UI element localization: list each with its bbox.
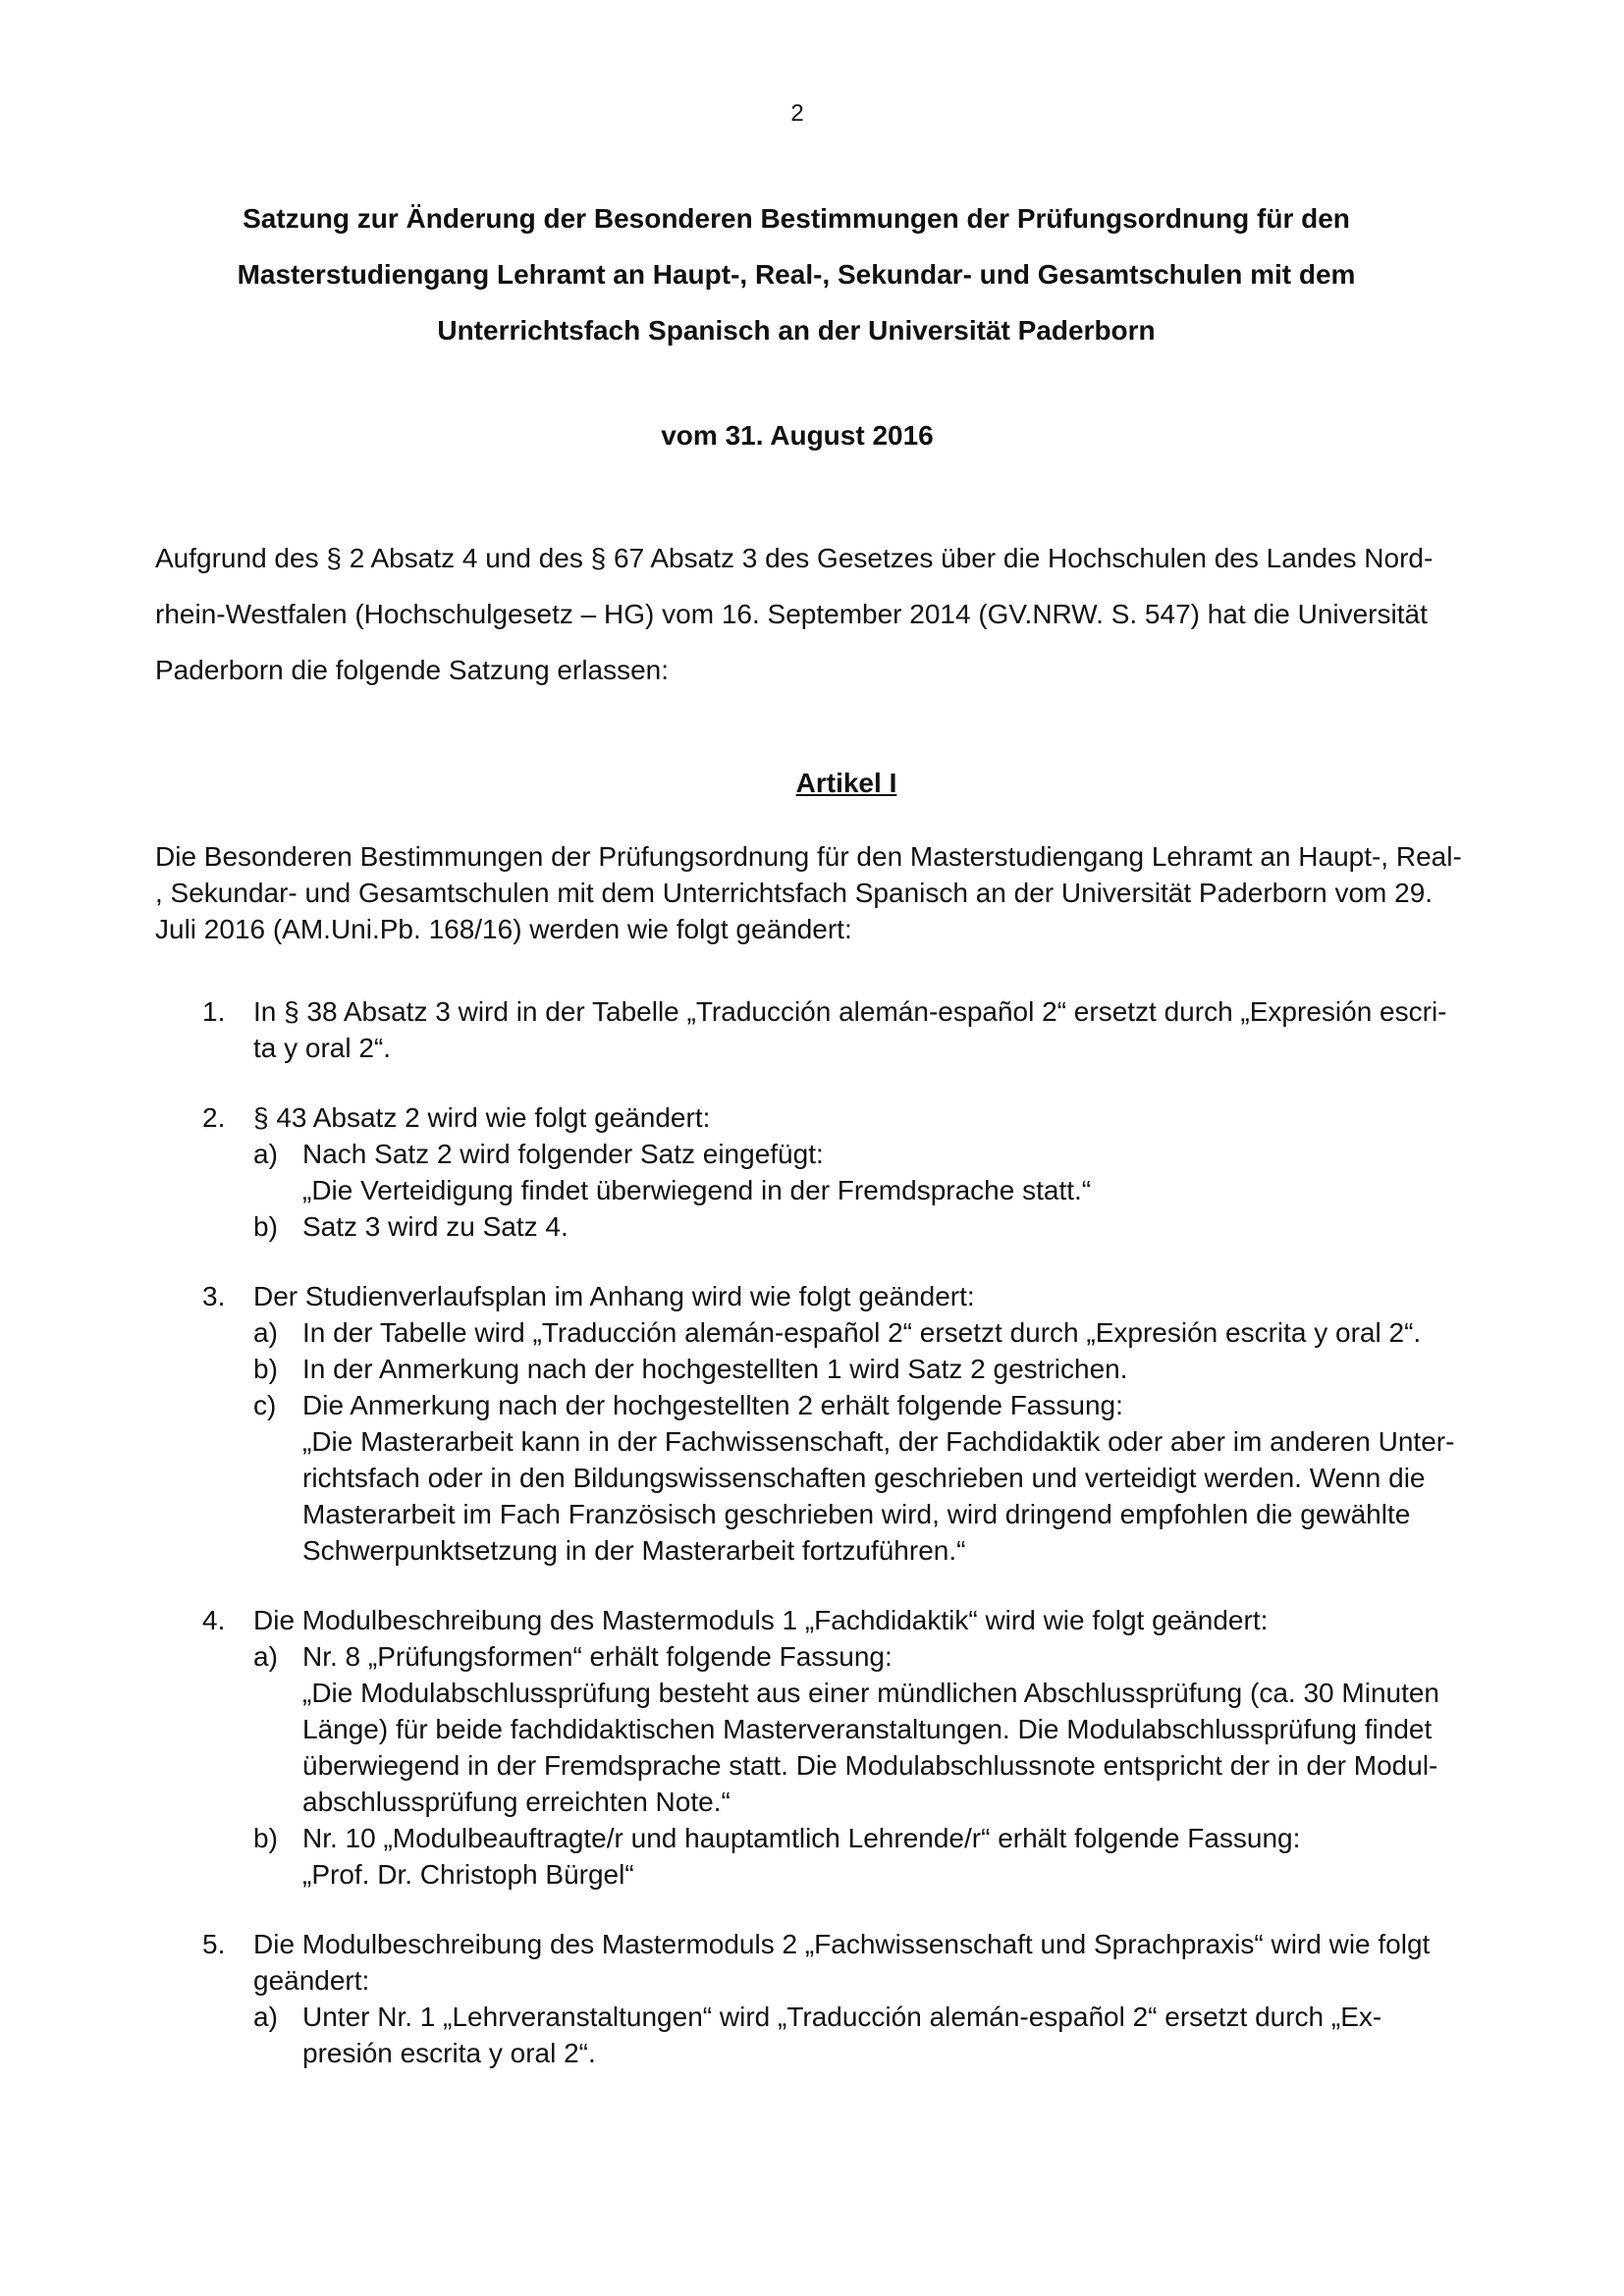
sub-item-text: Satz 3 wird zu Satz 4. [302, 1211, 568, 1242]
sub-item-text: Nr. 10 „Modulbeauftragte/r und hauptamtlich Lehrende/r“ erhält folgende Fassung: [302, 1823, 1301, 1853]
amendment-item [155, 1926, 1451, 2071]
sub-item-letter: b) [253, 1354, 278, 1384]
title-line: Masterstudiengang Lehramt an Haupt-, Real-, Sekundar- und Gesamtschulen mit dem [237, 259, 1356, 290]
item-text: ta y oral 2“. [253, 1033, 392, 1063]
amendment-item [155, 1602, 1451, 1893]
sub-item [253, 1820, 1451, 1893]
item-text: In § 38 Absatz 3 wird in der Tabelle „Traducción alemán-español 2“ ersetzt durch „Expresión escri- [253, 996, 1447, 1027]
sub-item-text: Unter Nr. 1 „Lehrveranstaltungen“ wird „Traducción alemán-español 2“ ersetzt durch „Ex- [302, 2002, 1382, 2032]
sub-item-letter: a) [253, 2002, 278, 2032]
sub-item-text: Die Anmerkung nach der hochgestellten 2 erhält folgende Fassung: [302, 1390, 1123, 1420]
sub-item-letter: b) [253, 1211, 278, 1242]
title-line: Unterrichtsfach Spanisch an der Universität Paderborn [437, 315, 1156, 346]
intro-line: Die Besonderen Bestimmungen der Prüfungsordnung für den Masterstudiengang Lehramt an Haupt-, Real- [155, 841, 1462, 872]
sub-item [253, 1136, 1451, 1208]
sub-item-text: „Prof. Dr. Christoph Bürgel“ [302, 1859, 634, 1890]
document-title [157, 190, 1435, 358]
amendment-list [155, 993, 1455, 2105]
sub-item-letter: a) [253, 1641, 278, 1672]
sub-item-text: „Die Verteidigung findet überwiegend in der Fremdsprache statt.“ [302, 1175, 1092, 1205]
article-intro [155, 838, 1462, 947]
sub-item [253, 1638, 1451, 1820]
item-text: Der Studienverlaufsplan im Anhang wird wie folgt geändert: [253, 1281, 975, 1311]
sub-item-text: Nach Satz 2 wird folgender Satz eingefügt: [302, 1139, 824, 1169]
item-number: 2. [202, 1102, 226, 1133]
item-text: Die Modulbeschreibung des Mastermoduls 2 „Fachwissenschaft und Sprachpraxis“ wird wie folgt [253, 1929, 1431, 1959]
item-number: 5. [202, 1929, 226, 1959]
sub-item-text: In der Tabelle wird „Traducción alemán-español 2“ ersetzt durch „Expresión escrita y oral 2“. [302, 1317, 1422, 1348]
sub-item [253, 1351, 1451, 1387]
article-heading: Artikel I [795, 768, 897, 798]
document-date: vom 31. August 2016 [661, 420, 934, 451]
sub-item-text: Länge) für beide fachdidaktischen Masterveranstaltungen. Die Modulabschlussprüfung findet [302, 1714, 1433, 1744]
intro-line: Juli 2016 (AM.Uni.Pb. 168/16) werden wie folgt geändert: [155, 914, 852, 944]
preamble-line: Aufgrund des § 2 Absatz 4 und des § 67 Absatz 3 des Gesetzes über die Hochschulen des Landes Nord- [155, 543, 1434, 573]
amendment-item [155, 993, 1451, 1066]
preamble [155, 530, 1432, 698]
sub-item-text: Schwerpunktsetzung in der Masterarbeit fortzuführen.“ [302, 1535, 966, 1566]
sub-item [253, 1208, 1451, 1245]
sub-item-text: „Die Modulabschlussprüfung besteht aus einer mündlichen Abschlussprüfung (ca. 30 Minuten [302, 1678, 1440, 1708]
sub-item-text: Nr. 8 „Prüfungsformen“ erhält folgende Fassung: [302, 1641, 893, 1672]
item-text: Die Modulbeschreibung des Mastermoduls 1 „Fachdidaktik“ wird wie folgt geändert: [253, 1605, 1269, 1635]
sub-item-text: „Die Masterarbeit kann in der Fachwissenschaft, der Fachdidaktik oder aber im anderen Unter- [302, 1426, 1455, 1457]
sub-item [253, 1314, 1451, 1351]
preamble-line: Paderborn die folgende Satzung erlassen: [155, 655, 670, 685]
amendment-item [155, 1278, 1455, 1569]
sub-item-text: Masterarbeit im Fach Französisch geschrieben wird, wird dringend empfohlen die gewählte [302, 1499, 1411, 1529]
sub-item-letter: a) [253, 1139, 278, 1169]
sub-item-text: In der Anmerkung nach der hochgestellten 1 wird Satz 2 gestrichen. [302, 1354, 1128, 1384]
sub-item-letter: a) [253, 1317, 278, 1348]
sub-item-text: abschlussprüfung erreichten Note.“ [302, 1787, 731, 1817]
amendment-item [155, 1099, 1451, 1245]
item-number: 1. [202, 996, 226, 1027]
sub-item [253, 1387, 1455, 1569]
item-number: 3. [202, 1281, 226, 1311]
item-number: 4. [202, 1605, 226, 1635]
sub-item-letter: b) [253, 1823, 278, 1853]
intro-line: , Sekundar- und Gesamtschulen mit dem Unterrichtsfach Spanisch an der Universität Paderborn vom 29. [155, 878, 1434, 908]
item-text: geändert: [253, 1965, 370, 1996]
item-text: § 43 Absatz 2 wird wie folgt geändert: [253, 1102, 711, 1133]
preamble-line: rhein-Westfalen (Hochschulgesetz – HG) vom 16. September 2014 (GV.NRW. S. 547) hat die Universität [155, 599, 1428, 629]
sub-item-text: presión escrita y oral 2“. [302, 2038, 596, 2068]
sub-item-text: überwiegend in der Fremdsprache statt. Die Modulabschlussnote entspricht der in der Modul- [302, 1750, 1438, 1781]
sub-item-letter: c) [253, 1390, 277, 1420]
title-line: Satzung zur Änderung der Besonderen Bestimmungen der Prüfungsordnung für den [243, 203, 1350, 234]
page-number: 2 [790, 100, 804, 127]
sub-item [253, 1999, 1451, 2071]
sub-item-text: richtsfach oder in den Bildungswissenschaften geschrieben und verteidigt werden. Wenn die [302, 1463, 1426, 1493]
